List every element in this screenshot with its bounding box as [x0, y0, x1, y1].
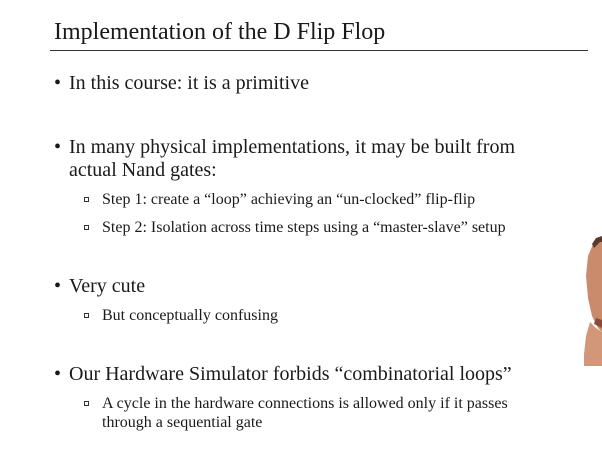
- bullet-hardware-simulator: [54, 363, 512, 386]
- title-underline: [50, 50, 588, 51]
- bullet-text-line-1: In many physical implementations, it may be built from: [69, 136, 516, 158]
- bullet-text-line-2: actual Nand gates:: [69, 159, 217, 181]
- bullet-dot: •: [54, 136, 62, 158]
- presenter-image: [572, 236, 602, 366]
- bullet-very-cute: [54, 275, 145, 298]
- sub-bullet-text: But conceptually confusing: [102, 307, 278, 324]
- bullet-physical-implementations: [54, 136, 515, 182]
- sub-bullet-text: Step 1: create a “loop” achieving an “un-clocked” flip-flip: [102, 191, 476, 208]
- bullet-dot: •: [54, 72, 62, 94]
- bullet-text: In this course: it is a primitive: [69, 72, 309, 94]
- bullet-text: Our Hardware Simulator forbids “combinatorial loops”: [69, 363, 512, 385]
- square-bullet-icon: [84, 197, 89, 202]
- square-bullet-icon: [84, 225, 89, 230]
- sub-bullet-text-line-2: through a sequential gate: [102, 414, 263, 431]
- sub-bullet-step-2: [84, 218, 506, 237]
- bullet-text: Very cute: [69, 275, 146, 297]
- bullet-dot: •: [54, 275, 62, 297]
- sub-bullet-confusing: [84, 306, 278, 325]
- square-bullet-icon: [84, 401, 89, 406]
- slide-title: Implementation of the D Flip Flop: [54, 19, 386, 45]
- bullet-primitive: [54, 72, 309, 95]
- sub-bullet-text: Step 2: Isolation across time steps using a “master-slave” setup: [102, 219, 506, 236]
- square-bullet-icon: [84, 313, 89, 318]
- sub-bullet-cycle-rule: [84, 394, 508, 432]
- bullet-dot: •: [54, 363, 62, 385]
- sub-bullet-text-line-1: A cycle in the hardware connections is allowed only if it passes: [102, 395, 508, 412]
- sub-bullet-step-1: [84, 190, 475, 209]
